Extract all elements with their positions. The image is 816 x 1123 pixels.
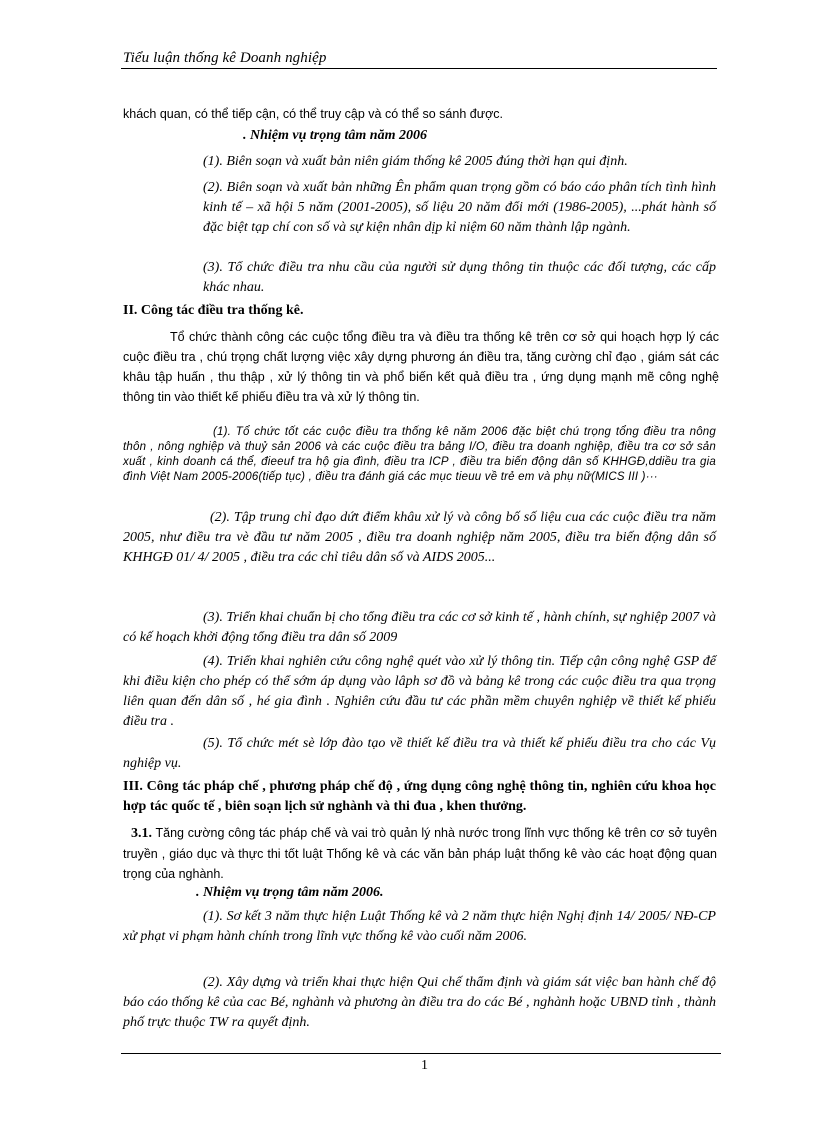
task-item-2: (2). Biên soạn và xuất bản những Ên phẩm quan trọng gồm có báo cáo phân tích tình hình kinh tế – xã hội 5 năm (2001-2005), số liệu 20 năm đổi mới (1986-2005), ...phát hành số đặc biệt tạp chí con số và sự kiện nhân dịp kỉ niệm 60 năm thành lập ngành. <box>203 180 716 235</box>
task-2006-heading: . Nhiệm vụ trọng tâm năm 2006 <box>243 128 427 143</box>
section-3-1-number: 3.1. <box>131 826 152 841</box>
task-2006-heading-b: . Nhiệm vụ trọng tâm năm 2006. <box>196 885 384 900</box>
section-2-item-1: (1). Tổ chức tốt các cuộc điều tra thống kê năm 2006 đặc biệt chú trọng tổng điều tra nông thôn , nông nghiệp và thuỷ sản 2006 và các cuộc điều tra bảng I/O, điều tra doanh nghiệp, điều tra cơ sở sản xuất , kinh doanh cá thể, đieeuf tra hộ gia đình, điều tra ICP , điều tra biến động dân số KHHGĐ,ddiều tra gia đình Việt Nam 2005-2006(tiếp tục) , điều tra đánh giá các mục tieuu về trẻ em và phụ nữ(MICS III )··· <box>123 426 716 483</box>
section-2-item-5: (5). Tổ chức mét sè lớp đào tạo về thiết kế điều tra và thiết kế phiếu điều tra cho các Vụ nghiệp vụ. <box>123 736 716 771</box>
section-2-heading: II. Công tác điều tra thống kê. <box>123 303 304 318</box>
task-item-1: (1). Biên soạn và xuất bản niên giám thống kê 2005 đúng thời hạn qui định. <box>203 154 628 169</box>
header-divider <box>121 68 717 69</box>
section-3-heading: III. Công tác pháp chế , phương pháp chế độ , ứng dụng công nghệ thông tin, nghiên cứu khoa học hợp tác quốc tế , biên soạn lịch sử nghành và thi đua , khen thưởng. <box>123 779 716 814</box>
section-3-1-item-2: (2). Xây dựng và triển khai thực hiện Qui chế thẩm định và giám sát việc ban hành chế độ báo cáo thống kê của cac Bé, nghành và phương àn điều tra do các Bé , nghành hoặc UBND tỉnh , thành phố trực thuộc TW ra quyết định. <box>123 975 716 1030</box>
footer-divider <box>121 1053 721 1054</box>
section-2-item-2: (2). Tập trung chỉ đạo dứt điểm khâu xử lý và công bố số liệu cua các cuộc điều tra năm 2005, như điều tra vè đầu tư năm 2005 , điều tra doanh nghiệp năm 2005, điều tra biến động dân số KHHGĐ 01/ 4/ 2005 , điều tra các chỉ tiêu dân số và AIDS 2005... <box>123 510 716 565</box>
section-2-item-4: (4). Triển khai nghiên cứu công nghệ quét vào xử lý thông tin. Tiếp cận công nghệ GSP để khi điều kiện cho phép có thể sớm áp dụng vào lâph sơ đồ và bảng kê trong các cuộc điều tra qua trọng liên quan đến dân số , hé gia đình . Nghiên cứu đầu tư các phần mềm chuyên nghiệp về thiết kế phiếu điều tra . <box>123 654 716 729</box>
section-3-1-body: Tăng cường công tác pháp chế và vai trò quản lý nhà nước trong lĩnh vực thống kê trên cơ sở tuyên truyền , giáo dục và thực thi tốt luật Thống kê và các văn bản pháp luật thống kê vào các hoạt động quan trọng của nghành. <box>123 826 717 881</box>
running-header: Tiểu luận thống kê Doanh nghiệp <box>123 50 327 66</box>
page-number: 1 <box>421 1058 428 1073</box>
section-3-1-item-1: (1). Sơ kết 3 năm thực hiện Luật Thống kê và 2 năm thực hiện Nghị định 14/ 2005/ NĐ-CP xử phạt vi phạm hành chính trong lĩnh vực thống kê vào cuối năm 2006. <box>123 909 716 944</box>
task-item-3: (3). Tổ chức điều tra nhu cầu của người sử dụng thông tin thuộc các đối tượng, các cấp khác nhau. <box>203 260 716 295</box>
intro-paragraph: khách quan, có thể tiếp cận, có thể truy cập và có thể so sánh được. <box>123 107 503 121</box>
section-3-1-paragraph <box>123 823 717 884</box>
section-2-body: Tổ chức thành công các cuộc tổng điều tra và điều tra thống kê trên cơ sở qui hoạch hợp lý các cuộc điều tra , chú trọng chất lượng việc xây dựng phương án điều tra, tăng cường chỉ đạo , giám sát các khâu tập huấn , thu thập , xử lý thông tin và phổ biến kết quả điều tra , ứng dụng mạnh mẽ công nghệ thông tin vào thiết kế phiếu điều tra và xử lý thông tin. <box>123 330 719 404</box>
section-2-item-3: (3). Triển khai chuẩn bị cho tổng điều tra các cơ sở kinh tế , hành chính, sự nghiệp 2007 và có kế hoạch khởi động tổng điều tra dân số 2009 <box>123 610 716 645</box>
